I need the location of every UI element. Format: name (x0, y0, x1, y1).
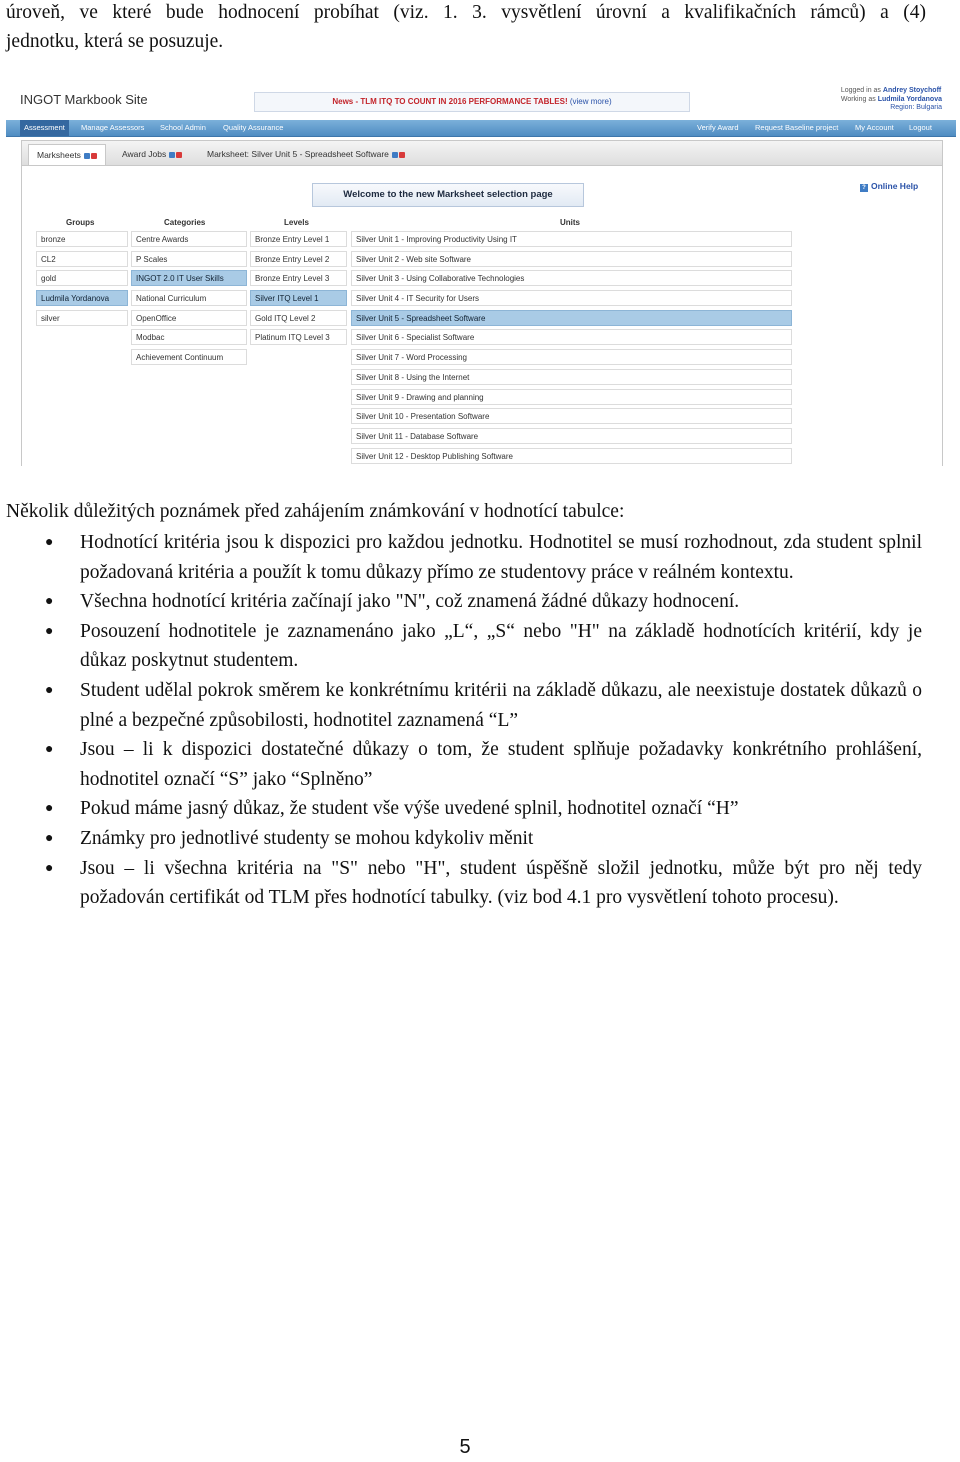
category-item[interactable]: P Scales (131, 251, 247, 267)
intro-paragraph (6, 0, 926, 56)
markbook-screenshot (6, 82, 956, 466)
notes-heading: Několik důležitých poznámek před zahájením známkování v hodnotící tabulce: (6, 501, 625, 522)
group-item[interactable]: gold (36, 270, 128, 286)
bullet: ● (45, 742, 54, 758)
close-icon[interactable] (176, 152, 182, 158)
note-item: ● Jsou – li všechna kritéria na "S" nebo "H", student úspěšně složil jednotku, může být pro něj tedy požadován certifikát od TLM přes hodnotící tabulky. (viz bod 4.1 pro vysvětlení tohoto procesu). (0, 854, 922, 913)
user-name: Andrey Stoychoff (882, 87, 942, 94)
nav-request-baseline[interactable]: Request Baseline project (755, 123, 839, 132)
region: Region: Bulgaria (890, 104, 942, 111)
category-item[interactable]: Modbac (131, 329, 247, 345)
intro-line: úroveň, ve které bude hodnocení probíhat (viz. 1. 3. vysvětlení úrovní a kvalifikačních rámců) a (4) (6, 2, 926, 23)
online-help-link[interactable]: ? Online Help (860, 181, 918, 192)
tab-marksheets[interactable]: Marksheets (28, 144, 106, 165)
levels-header: Levels (284, 218, 309, 227)
refresh-icon[interactable] (392, 152, 398, 158)
unit-item[interactable]: Silver Unit 7 - Word Processing (351, 349, 792, 365)
nav-my-account[interactable]: My Account (855, 123, 894, 132)
unit-item[interactable]: Silver Unit 11 - Database Software (351, 428, 792, 444)
news-banner[interactable] (254, 92, 690, 112)
bullet: ● (45, 830, 54, 846)
level-item[interactable]: Bronze Entry Level 2 (250, 251, 347, 267)
login-info: Logged in as Andrey Stoychoff Working as Ludmila Yordanova Region: Bulgaria (840, 87, 942, 111)
unit-item[interactable]: Silver Unit 6 - Specialist Software (351, 329, 792, 345)
welcome-banner: Welcome to the new Marksheet selection page (312, 183, 584, 207)
categories-header: Categories (164, 218, 206, 227)
group-item[interactable]: bronze (36, 231, 128, 247)
refresh-icon[interactable] (84, 153, 90, 159)
group-item[interactable]: CL2 (36, 251, 128, 267)
unit-item[interactable]: Silver Unit 10 - Presentation Software (351, 408, 792, 424)
levels-list (250, 231, 347, 349)
category-item-selected[interactable]: INGOT 2.0 IT User Skills (131, 270, 247, 286)
groups-header: Groups (66, 218, 95, 227)
units-list (351, 231, 792, 466)
intro-line: jednotku, která se posuzuje. (6, 31, 224, 52)
level-item[interactable]: Platinum ITQ Level 3 (250, 329, 347, 345)
nav-school-admin[interactable]: School Admin (160, 123, 206, 132)
level-item[interactable]: Bronze Entry Level 3 (250, 270, 347, 286)
category-item[interactable]: Achievement Continuum (131, 349, 247, 365)
unit-item-selected[interactable]: Silver Unit 5 - Spreadsheet Software (351, 310, 792, 326)
group-item-selected[interactable]: Ludmila Yordanova (36, 290, 128, 306)
note-item: ● Jsou – li k dispozici dostatečné důkazy o tom, že student splňuje požadavky konkrétního prohlášení, hodnotitel označí “S” jako “Splněno” (0, 735, 922, 794)
unit-item[interactable]: Silver Unit 8 - Using the Internet (351, 369, 792, 385)
page-number: 5 (459, 1436, 471, 1458)
nav-manage-assessors[interactable]: Manage Assessors (81, 123, 145, 132)
note-item: ● Známky pro jednotlivé studenty se mohou kdykoliv měnit (0, 824, 922, 854)
level-item[interactable]: Gold ITQ Level 2 (250, 310, 347, 326)
note-item: ● Hodnotící kritéria jsou k dispozici pro každou jednotku. Hodnotitel se musí rozhodnout, zda student splnil požadovaná kritéria a použít k tomu důkazy přímo ze studentovy práce v reálném kontextu. (0, 528, 922, 587)
help-icon: ? (860, 184, 868, 192)
bullet: ● (45, 801, 54, 817)
bullet: ● (45, 535, 54, 550)
unit-item[interactable]: Silver Unit 4 - IT Security for Users (351, 290, 792, 306)
categories-list (131, 231, 247, 369)
notes-list (0, 528, 960, 913)
bullet: ● (45, 623, 54, 639)
note-item: ● Pokud máme jasný důkaz, že student vše výše uvedené splnil, hodnotitel označí “H” (0, 794, 922, 824)
bullet: ● (45, 682, 54, 698)
tab-marksheet-unit[interactable]: Marksheet: Silver Unit 5 - Spreadsheet Software (199, 144, 413, 164)
level-item-selected[interactable]: Silver ITQ Level 1 (250, 290, 347, 306)
units-header: Units (560, 218, 580, 227)
category-item[interactable]: National Curriculum (131, 290, 247, 306)
note-item: ● Všechna hodnotící kritéria začínají jako "N", což znamená žádné důkazy hodnocení. (0, 587, 922, 617)
note-item: ● Student udělal pokrok směrem ke konkrétnímu kritérii na základě důkazu, ale neexistuje dostatek důkazů o plné a bezpečné způsobilosti, hodnotitel zaznamená “L” (0, 676, 922, 735)
news-view-more-link[interactable]: (view more) (569, 97, 612, 106)
unit-item[interactable]: Silver Unit 12 - Desktop Publishing Software (351, 448, 792, 464)
group-item[interactable]: silver (36, 310, 128, 326)
category-item[interactable]: Centre Awards (131, 231, 247, 247)
category-item[interactable]: OpenOffice (131, 310, 247, 326)
bullet: ● (45, 860, 54, 876)
unit-item[interactable]: Silver Unit 9 - Drawing and planning (351, 389, 792, 405)
refresh-icon[interactable] (169, 152, 175, 158)
working-as-name: Ludmila Yordanova (877, 95, 942, 103)
tab-bar (22, 141, 942, 166)
marksheet-panel (21, 140, 943, 466)
groups-list (36, 231, 128, 329)
unit-item[interactable]: Silver Unit 3 - Using Collaborative Technologies (351, 270, 792, 286)
nav-verify-award[interactable]: Verify Award (697, 123, 739, 132)
note-item: ● Posouzení hodnotitele je zaznamenáno jako „L“, „S“ nebo "H" na základě hodnotících kritérií, kdy je důkaz poskytnut studentem. (0, 617, 922, 676)
unit-item[interactable]: Silver Unit 1 - Improving Productivity Using IT (351, 231, 792, 247)
unit-item[interactable]: Silver Unit 2 - Web site Software (351, 251, 792, 267)
close-icon[interactable] (91, 153, 97, 159)
nav-quality-assurance[interactable]: Quality Assurance (223, 123, 284, 132)
tab-award-jobs[interactable]: Award Jobs (114, 144, 190, 164)
level-item[interactable]: Bronze Entry Level 1 (250, 231, 347, 247)
bullet: ● (45, 594, 54, 610)
nav-logout[interactable]: Logout (909, 123, 932, 132)
main-nav (6, 120, 956, 137)
site-title: INGOT Markbook Site (20, 92, 148, 107)
close-icon[interactable] (399, 152, 405, 158)
news-text: News - TLM ITQ TO COUNT IN 2016 PERFORMANCE TABLES! (332, 97, 568, 106)
nav-assessment[interactable]: Assessment (20, 120, 69, 136)
